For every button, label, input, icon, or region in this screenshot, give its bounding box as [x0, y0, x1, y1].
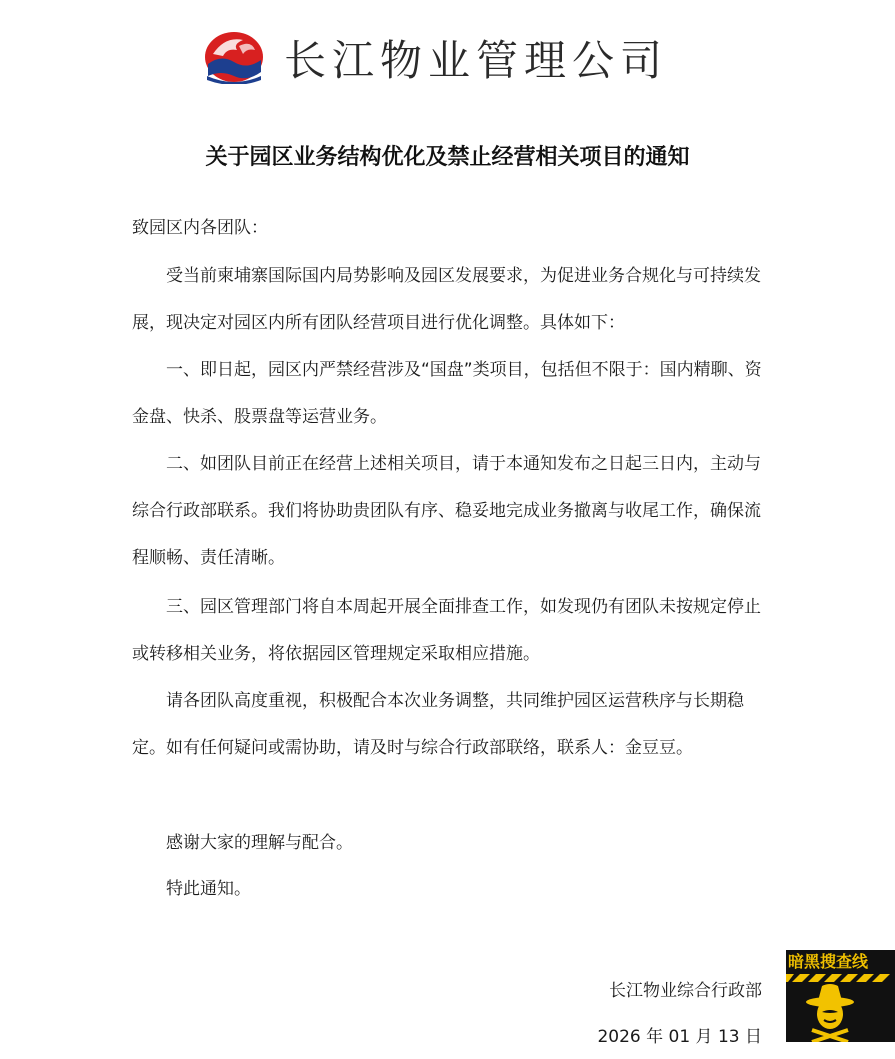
date: 2026 年 01 月 13 日 [597, 1027, 762, 1047]
paragraph-item-3: 三、园区管理部门将自本周起开展全面排查工作，如发现仍有团队未按规定停止或转移相关业务，将依据园区管理规定采取相应措施。 [132, 597, 761, 664]
svg-text:暗黑搜查线: 暗黑搜查线 [788, 952, 869, 971]
company-logo-icon [203, 26, 265, 84]
signature: 长江物业综合行政部 [609, 981, 762, 1001]
paragraph-item-2: 二、如团队目前正在经营上述相关项目，请于本通知发布之日起三日内，主动与综合行政部联系。我们将协助贵团队有序、稳妥地完成业务撤离与收尾工作，确保流程顺畅、责任清晰。 [132, 454, 761, 568]
paragraph-intro: 受当前柬埔寨国际国内局势影响及园区发展要求，为促进业务合规化与可持续发展，现决定对园区内所有团队经营项目进行优化调整。具体如下： [132, 266, 761, 333]
paragraph-end: 特此通知。 [166, 879, 251, 899]
paragraph-thanks: 感谢大家的理解与配合。 [166, 833, 353, 853]
paragraph-closing: 请各团队高度重视，积极配合本次业务调整，共同维护园区运营秩序与长期稳定。如有任何疑问或需协助，请及时与综合行政部联络，联系人：金豆豆。 [132, 691, 744, 758]
paragraph-item-1: 一、即日起，园区内严禁经营涉及“国盘”类项目，包括但不限于：国内精聊、资金盘、快杀、股票盘等运营业务。 [132, 360, 762, 427]
watermark-badge [786, 950, 895, 1042]
company-name: 长江物业管理公司 [284, 36, 669, 85]
letterhead [0, 20, 895, 90]
salutation: 致园区内各团队： [132, 218, 268, 238]
watermark-emblem-icon [786, 950, 895, 1042]
notice-title: 关于园区业务结构优化及禁止经营相关项目的通知 [205, 145, 690, 170]
